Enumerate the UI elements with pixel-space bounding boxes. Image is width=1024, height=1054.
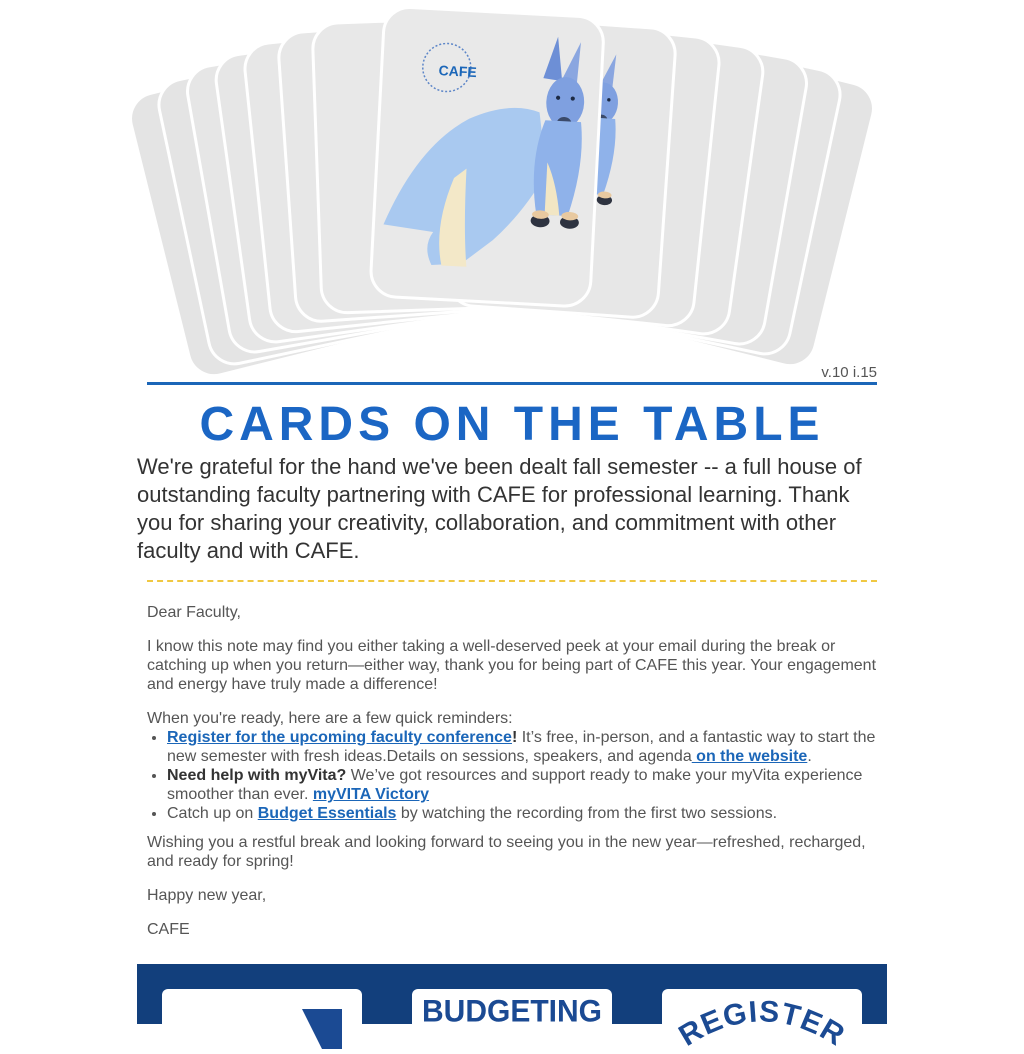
budget-pre-text: Catch up on	[167, 805, 258, 822]
letter-paragraph-1: I know this note may find you either taking a well-deserved peek at your email during the break or catching up when you return—either way, thank you for being part of CAFE this year. Your engagement and energy have truly made a difference!	[147, 638, 877, 693]
budget-post-text: by watching the recording from the first two sessions.	[396, 805, 778, 822]
list-item	[167, 804, 877, 823]
letter-body	[147, 603, 877, 954]
budgeting-promo-card[interactable]	[412, 989, 612, 1049]
signature: CAFE	[147, 921, 190, 938]
exclamation: !	[511, 729, 518, 746]
arrow-icon	[302, 1009, 342, 1049]
cafe-logo-text: CAFE	[438, 62, 478, 81]
list-item	[167, 766, 877, 804]
greeting: Dear Faculty,	[147, 604, 241, 621]
budgeting-label: BUDGETING	[422, 994, 602, 1029]
myvita-text: We’ve got resources and support ready to make your myVita experience smoother than ever.	[167, 767, 863, 803]
register-conference-link[interactable]: Register for the upcoming faculty conference	[167, 729, 512, 746]
page-title: CARDS ON THE TABLE	[199, 398, 825, 451]
issue-version: v.10 i.15	[821, 364, 877, 381]
period: .	[807, 748, 812, 765]
letter-paragraph-2: Wishing you a restful break and looking forward to seeing you in the new year—refreshed, recharged, and ready for spring!	[147, 834, 866, 870]
hero-card-fan-image	[137, 0, 887, 370]
myvita-heading: Need help with myVita?	[167, 767, 347, 784]
svg-text:REGISTER	[673, 995, 850, 1049]
reminders-intro: When you're ready, here are a few quick reminders:	[147, 710, 513, 727]
reminders-list	[147, 728, 877, 823]
website-link[interactable]: on the website	[691, 748, 808, 765]
blue-divider	[147, 382, 877, 385]
myvita-promo-card[interactable]	[162, 989, 362, 1049]
conference-text: It’s free, in-person, and a fantastic way to start the new semester with fresh ideas.Details on sessions, speakers, and agenda	[167, 729, 876, 765]
dashed-divider	[147, 580, 877, 582]
budget-essentials-link[interactable]: Budget Essentials	[257, 805, 397, 822]
intro-paragraph: We're grateful for the hand we've been dealt fall semester -- a full house of outstanding faculty partnering with CAFE for professional learning. Thank you for sharing your creativity, collaboration, and commitment with other faculty and with CAFE.	[137, 454, 862, 563]
myvita-victory-link[interactable]: myVITA Victory	[312, 786, 430, 803]
footer-promo-band	[137, 964, 887, 1049]
register-promo-card[interactable]	[662, 989, 862, 1049]
list-item	[167, 728, 877, 766]
signoff: Happy new year,	[147, 887, 267, 904]
register-label: REGISTER	[673, 995, 851, 1049]
